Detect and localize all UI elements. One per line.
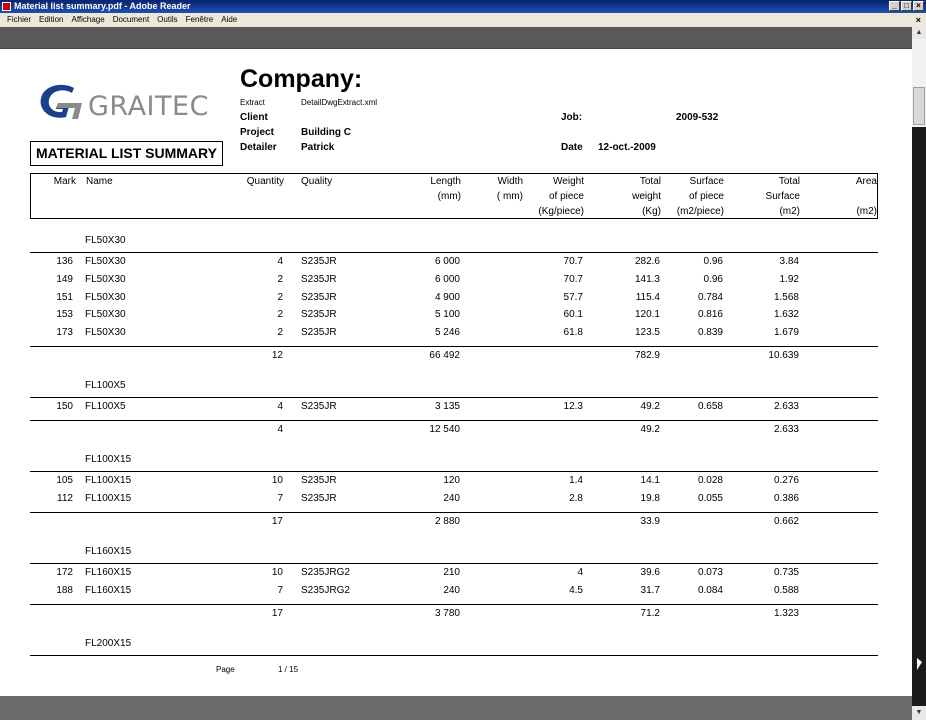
company-heading: Company: (240, 65, 363, 93)
header-width: Width ( mm) (496, 176, 523, 202)
table-row-tweight: 115.4 (635, 292, 660, 303)
table-row-spiece: 0.816 (697, 309, 723, 320)
minimize-button[interactable]: _ (889, 1, 900, 11)
total-divider (30, 346, 878, 347)
table-row-length: 240 (443, 585, 460, 596)
table-row-spiece: 0.055 (697, 493, 723, 504)
table-row-name: FL160X15 (85, 585, 132, 596)
scroll-thumb[interactable] (913, 87, 925, 125)
group-total-length: 3 780 (434, 608, 460, 619)
table-row-tweight: 19.8 (640, 493, 660, 504)
group-total-weight: 71.2 (640, 608, 660, 619)
table-row-wpiece: 4.5 (569, 585, 583, 596)
header-length: Length (mm) (430, 176, 461, 202)
total-divider (30, 604, 878, 605)
table-row-name: FL100X5 (85, 401, 126, 412)
header-weight-of-piece: Weight of piece (Kg/piece) (538, 176, 584, 217)
group-heading: FL200X15 (85, 638, 132, 649)
table-row-tweight: 39.6 (640, 567, 660, 578)
table-row-wpiece: 57.7 (563, 292, 583, 303)
table-row-length: 6 000 (434, 256, 460, 267)
detailer-value: Patrick (301, 142, 335, 153)
table-row-tsurface: 3.84 (779, 256, 799, 267)
job-label: Job: (561, 112, 583, 123)
total-divider (30, 420, 878, 421)
table-row-tsurface: 1.568 (773, 292, 799, 303)
group-heading: FL100X15 (85, 454, 132, 465)
menu-outils[interactable]: Outils (157, 15, 178, 24)
table-row-tweight: 123.5 (634, 327, 660, 338)
menu-affichage[interactable]: Affichage (71, 15, 105, 24)
pdf-icon (2, 2, 11, 11)
table-row-mark: 188 (56, 585, 73, 596)
header-quantity: Quantity (246, 176, 284, 187)
toolbar-area (0, 27, 912, 49)
table-row-qty: 10 (271, 475, 283, 486)
group-total-surface: 2.633 (773, 424, 799, 435)
table-row-length: 5 100 (434, 309, 460, 320)
logo-text: GRAITEC (88, 91, 209, 122)
group-total-surface: 1.323 (773, 608, 799, 619)
group-total-quantity: 4 (277, 424, 283, 435)
table-row-wpiece: 70.7 (563, 256, 583, 267)
group-total-weight: 782.9 (634, 350, 660, 361)
table-row-tsurface: 0.276 (773, 475, 799, 486)
table-row-mark: 136 (56, 256, 73, 267)
menu-fenetre[interactable]: Fenêtre (185, 15, 214, 24)
table-row-mark: 153 (56, 309, 73, 320)
table-row-quality: S235JR (301, 327, 337, 338)
group-total-length: 12 540 (429, 424, 460, 435)
date-value: 12-oct.-2009 (598, 142, 656, 153)
table-row-quality: S235JR (301, 401, 337, 412)
table-row-name: FL50X30 (85, 309, 126, 320)
table-row-tsurface: 0.588 (773, 585, 799, 596)
graitec-logo (36, 81, 221, 121)
scroll-down-arrow-icon[interactable]: ▼ (912, 706, 926, 720)
project-label: Project (240, 127, 274, 138)
group-total-length: 66 492 (429, 350, 460, 361)
group-divider (30, 252, 878, 253)
group-total-length: 2 880 (434, 516, 460, 527)
table-row-wpiece: 12.3 (563, 401, 583, 412)
group-divider (30, 655, 878, 656)
window-controls (889, 1, 924, 11)
table-row-spiece: 0.96 (703, 256, 723, 267)
table-row-wpiece: 60.1 (563, 309, 583, 320)
table-row-spiece: 0.084 (697, 585, 723, 596)
table-row-mark: 173 (56, 327, 73, 338)
table-row-mark: 112 (57, 493, 73, 504)
table-row-length: 4 900 (434, 292, 460, 303)
table-row-quality: S235JRG2 (301, 585, 350, 596)
table-row-name: FL50X30 (85, 274, 126, 285)
close-button[interactable]: × (913, 1, 924, 11)
header-mark: Mark (53, 176, 76, 187)
table-row-mark: 172 (56, 567, 73, 578)
table-row-qty: 4 (277, 256, 283, 267)
table-row-tsurface: 0.735 (773, 567, 799, 578)
bottom-area (0, 696, 912, 720)
table-row-spiece: 0.028 (697, 475, 723, 486)
table-row-name: FL50X30 (85, 327, 126, 338)
document-title-box: MATERIAL LIST SUMMARY (30, 141, 223, 166)
table-row-tsurface: 1.92 (779, 274, 799, 285)
detailer-label: Detailer (240, 142, 277, 153)
table-row-length: 3 135 (434, 401, 460, 412)
group-total-weight: 33.9 (640, 516, 660, 527)
group-divider (30, 563, 878, 564)
table-row-quality: S235JR (301, 256, 337, 267)
table-row-qty: 7 (277, 585, 283, 596)
table-row-quality: S235JR (301, 309, 337, 320)
header-total-surface: Total Surface (m2) (765, 176, 800, 217)
table-row-qty: 2 (277, 327, 283, 338)
group-divider (30, 471, 878, 472)
table-row-mark: 151 (56, 292, 73, 303)
table-row-quality: S235JRG2 (301, 567, 350, 578)
table-row-tweight: 141.3 (634, 274, 660, 285)
job-value: 2009-532 (676, 112, 719, 123)
restore-button[interactable]: □ (901, 1, 912, 11)
group-divider (30, 397, 878, 398)
table-row-name: FL100X15 (85, 475, 132, 486)
table-row-spiece: 0.784 (697, 292, 723, 303)
header-surface-of-piece: Surface of piece (m2/piece) (676, 176, 724, 217)
table-row-name: FL100X15 (85, 493, 132, 504)
table-row-quality: S235JR (301, 274, 337, 285)
table-row-tsurface: 0.386 (773, 493, 799, 504)
menu-document[interactable]: Document (112, 15, 150, 24)
table-row-qty: 10 (271, 567, 283, 578)
table-row-qty: 2 (277, 274, 283, 285)
table-header (30, 173, 878, 219)
scroll-up-arrow-icon[interactable]: ▲ (912, 27, 926, 39)
table-row-mark: 150 (56, 401, 73, 412)
table-row-qty: 7 (277, 493, 283, 504)
table-row-wpiece: 70.7 (563, 274, 583, 285)
table-row-tweight: 31.7 (640, 585, 660, 596)
table-row-wpiece: 61.8 (563, 327, 583, 338)
pdf-page (0, 49, 912, 696)
table-row-qty: 2 (277, 309, 283, 320)
table-row-tweight: 14.1 (640, 475, 660, 486)
extract-value: DetailDwgExtract.xml (301, 98, 378, 107)
header-name: Name (86, 176, 113, 187)
table-row-spiece: 0.839 (697, 327, 723, 338)
table-row-wpiece: 1.4 (569, 475, 583, 486)
table-row-length: 5 246 (434, 327, 460, 338)
header-quality: Quality (301, 176, 333, 187)
header-total-weight: Total weight (Kg) (632, 176, 661, 217)
page-number: 1 / 15 (278, 665, 299, 674)
table-row-wpiece: 2.8 (569, 493, 583, 504)
group-total-quantity: 12 (271, 350, 283, 361)
table-row-tweight: 49.2 (640, 401, 660, 412)
table-row-length: 6 000 (434, 274, 460, 285)
table-row-name: FL160X15 (85, 567, 132, 578)
table-row-qty: 4 (277, 401, 283, 412)
date-label: Date (561, 142, 583, 153)
table-row-quality: S235JR (301, 475, 337, 486)
title-bar (0, 0, 926, 13)
total-divider (30, 512, 878, 513)
table-row-mark: 149 (56, 274, 73, 285)
window-title: Material list summary.pdf - Adobe Reader (14, 1, 191, 11)
menu-edition[interactable]: Edition (39, 15, 64, 24)
table-row-length: 120 (443, 475, 460, 486)
project-value: Building C (301, 127, 351, 138)
table-row-spiece: 0.073 (697, 567, 723, 578)
graitec-g-icon (36, 81, 88, 121)
page-label: Page (216, 665, 235, 674)
group-heading: FL50X30 (85, 235, 126, 246)
table-row-tsurface: 1.632 (773, 309, 799, 320)
table-row-tsurface: 1.679 (773, 327, 799, 338)
group-heading: FL160X15 (85, 546, 132, 557)
group-total-quantity: 17 (271, 608, 283, 619)
table-row-tsurface: 2.633 (773, 401, 799, 412)
mouse-cursor-icon (917, 658, 922, 670)
menu-aide[interactable]: Aide (221, 15, 238, 24)
group-total-weight: 49.2 (640, 424, 660, 435)
menu-bar (0, 13, 926, 27)
table-row-wpiece: 4 (577, 567, 583, 578)
table-row-tweight: 282.6 (634, 256, 660, 267)
table-row-spiece: 0.658 (697, 401, 723, 412)
table-row-length: 240 (443, 493, 460, 504)
table-row-length: 210 (443, 567, 460, 578)
table-row-name: FL50X30 (85, 256, 126, 267)
menu-fichier[interactable]: Fichier (7, 15, 32, 24)
group-total-surface: 0.662 (773, 516, 799, 527)
extract-label: Extract (240, 98, 265, 107)
close-document-icon[interactable]: × (915, 15, 921, 25)
header-area: Area (m2) (855, 176, 877, 217)
table-row-tweight: 120.1 (634, 309, 660, 320)
table-row-qty: 2 (277, 292, 283, 303)
table-row-quality: S235JR (301, 292, 337, 303)
vertical-scrollbar[interactable] (912, 27, 926, 720)
group-total-surface: 10.639 (768, 350, 799, 361)
table-row-quality: S235JR (301, 493, 337, 504)
group-total-quantity: 17 (271, 516, 283, 527)
client-label: Client (240, 112, 268, 123)
group-heading: FL100X5 (85, 380, 126, 391)
table-row-mark: 105 (56, 475, 73, 486)
table-row-spiece: 0.96 (703, 274, 723, 285)
table-row-name: FL50X30 (85, 292, 126, 303)
